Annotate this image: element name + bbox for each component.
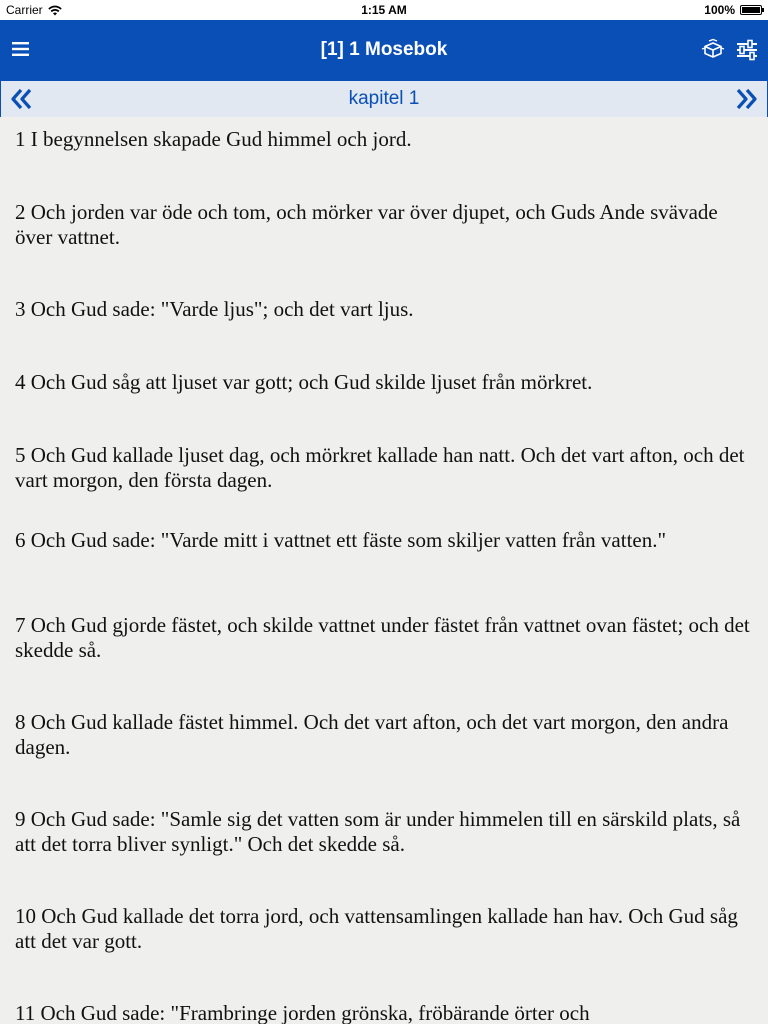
sliders-icon bbox=[734, 37, 760, 63]
next-chapter-button[interactable] bbox=[733, 87, 759, 111]
verse: 1 I begynnelsen skapade Gud himmel och jord. bbox=[15, 127, 412, 151]
verse: 4 Och Gud såg att ljuset var gott; och Gud skilde ljuset från mörkret. bbox=[15, 370, 593, 394]
verse: 6 Och Gud sade: "Varde mitt i vattnet ett fäste som skiljer vatten från vatten." bbox=[15, 528, 667, 552]
page-title: [1] 1 Mosebok bbox=[320, 39, 448, 60]
verse: 2 Och jorden var öde och tom, och mörker var över djupet, och Guds Ande svävade över vattnet. bbox=[15, 200, 718, 249]
status-right bbox=[704, 3, 762, 17]
verse: 5 Och Gud kallade ljuset dag, och mörkret kallade han natt. Och det vart afton, och det vart morgon, den första dagen. bbox=[15, 443, 745, 492]
book-button[interactable] bbox=[700, 37, 726, 63]
battery-percent: 100% bbox=[704, 3, 735, 17]
chapter-label: kapitel 1 bbox=[348, 88, 420, 109]
verse: 10 Och Gud kallade det torra jord, och vattensamlingen kallade han hav. Och Gud såg att det var gott. bbox=[15, 904, 738, 953]
verse: 8 Och Gud kallade fästet himmel. Och det vart afton, och det vart morgon, den andra dagen. bbox=[15, 710, 729, 759]
double-chevron-right-icon bbox=[733, 87, 759, 111]
verse: 9 Och Gud sade: "Samle sig det vatten som är under himmelen till en särskild plats, så att det torra bliver synligt." Och det skedde så. bbox=[15, 807, 741, 856]
settings-button[interactable] bbox=[734, 37, 760, 63]
verse: 3 Och Gud sade: "Varde ljus"; och det vart ljus. bbox=[15, 297, 414, 321]
carrier-label: Carrier bbox=[6, 3, 43, 17]
verse: 7 Och Gud gjorde fästet, och skilde vattnet under fästet från vattnet ovan fästet; och det skedde så. bbox=[15, 613, 750, 662]
status-bar bbox=[0, 0, 768, 20]
chapter-bar bbox=[0, 80, 768, 118]
nav-bar bbox=[0, 20, 768, 80]
book-icon bbox=[700, 37, 726, 63]
verse: 11 Och Gud sade: "Frambringe jorden grönska, fröbärande örter och bbox=[15, 1001, 590, 1024]
chapter-content[interactable] bbox=[0, 117, 768, 1024]
battery-icon bbox=[740, 5, 762, 15]
status-time: 1:15 AM bbox=[361, 3, 407, 17]
